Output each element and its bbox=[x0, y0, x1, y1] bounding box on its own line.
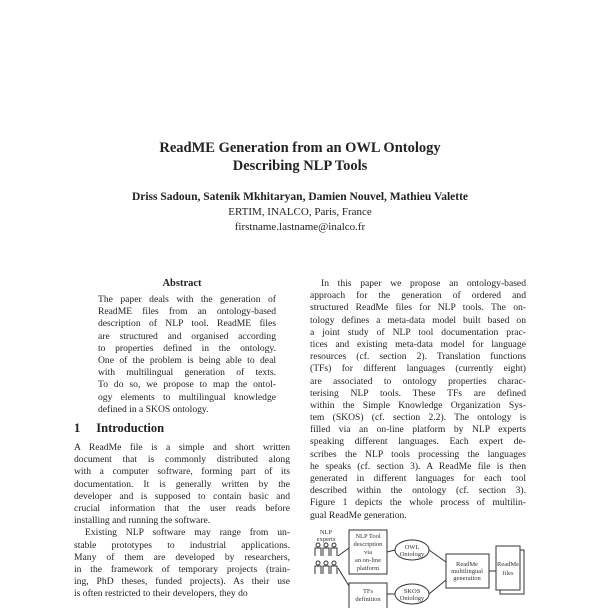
text-line: installing and running the software. bbox=[74, 515, 211, 527]
right-column-body bbox=[310, 278, 526, 522]
text-line: developer and is supposed to contain basic and bbox=[74, 490, 290, 502]
text-line: tology defines a meta-data model built based on bbox=[310, 314, 526, 326]
text-line: The paper deals with the generation of bbox=[98, 294, 276, 305]
title-line-2: Describing NLP Tools bbox=[232, 158, 368, 174]
figure-label: SKOS bbox=[403, 588, 421, 595]
text-line: document that is commonly distributed along bbox=[74, 454, 290, 466]
text-line: stable prototypes to industrial applications. bbox=[74, 539, 290, 551]
figure-label: via bbox=[364, 549, 372, 556]
text-line: he speaks (cf. section 3). A ReadMe file is then bbox=[310, 460, 526, 472]
text-line: A ReadMe file is a simple and short written bbox=[74, 442, 290, 453]
section-heading-introduction bbox=[74, 421, 164, 436]
text-line: within the Simple Knowledge Organization Sys- bbox=[310, 399, 526, 411]
figure-label: Ontology bbox=[399, 595, 425, 602]
section-title: Introduction bbox=[96, 421, 165, 435]
figure-label: definition bbox=[355, 596, 381, 603]
text-line: ogy elements to multilingual knowledge bbox=[98, 391, 276, 403]
section-number: 1 bbox=[74, 421, 81, 435]
text-line: are structured and organised according bbox=[98, 330, 276, 342]
text-line: is often restricted to their developers, they do bbox=[74, 588, 248, 600]
figure-label: generation bbox=[453, 575, 481, 582]
figure-label: an on-line bbox=[354, 557, 382, 564]
text-line: a joint study of NLP tool documentation prac- bbox=[310, 326, 526, 338]
authors: Driss Sadoun, Satenik Mkhitaryan, Damien Nouvel, Mathieu Valette bbox=[131, 191, 469, 203]
process-diagram bbox=[310, 528, 540, 608]
text-line: with multilingual generation of texts. bbox=[98, 367, 276, 379]
abstract-heading: Abstract bbox=[162, 278, 202, 289]
text-line: to properties defined in the ontology. bbox=[98, 342, 276, 354]
figure-label: files bbox=[502, 570, 514, 577]
text-line: documentation. It is generally written by the bbox=[74, 478, 290, 490]
text-line: Existing NLP software may range from un- bbox=[85, 527, 290, 539]
paper-title bbox=[0, 139, 600, 175]
text-line: generated in different languages for each tool bbox=[310, 473, 526, 484]
text-line: crucial information that the user reads before bbox=[74, 502, 290, 514]
text-line: gual ReadMe generation. bbox=[310, 509, 407, 521]
text-line: tem (SKOS) (cf. section 2.2). The ontology is bbox=[310, 412, 526, 424]
text-line: described within the ontology (cf. section 3). bbox=[310, 485, 526, 497]
text-line: approach for the generation of ordered and bbox=[310, 290, 526, 302]
files-box-front bbox=[496, 546, 520, 590]
text-line: tices and existing meta-data model for language bbox=[310, 338, 526, 350]
text-line: Figure 1 depicts the whole process of multilin- bbox=[310, 497, 526, 509]
figure-1 bbox=[310, 528, 540, 608]
figure-label: ReadMe bbox=[455, 561, 479, 568]
figure-label: NLP bbox=[319, 529, 333, 536]
text-line: To do so, we propose to map the ontol- bbox=[98, 379, 276, 391]
text-line: One of the problem is being able to deal bbox=[98, 354, 276, 366]
text-line: in the framework of temporary projects (train- bbox=[74, 563, 290, 575]
email: firstname.lastname@inalco.fr bbox=[234, 221, 366, 233]
affiliation: ERTIM, INALCO, Paris, France bbox=[228, 206, 372, 218]
figure-label: description bbox=[353, 541, 383, 548]
text-line: ing, PhD theses, funded projects). As their use bbox=[74, 576, 290, 588]
text-line: ReadME files from an ontology-based bbox=[98, 306, 276, 318]
text-line: Many of them are developed by researchers, bbox=[74, 551, 290, 563]
text-line: scribes the NLP tools processing the languages bbox=[310, 448, 526, 460]
text-line: structured ReadMe files for NLP tools. The on- bbox=[310, 302, 526, 314]
introduction-body bbox=[74, 442, 290, 600]
text-line: description of NLP tool. ReadME files bbox=[98, 318, 276, 330]
figure-label: NLP Tool bbox=[355, 533, 381, 540]
figure-label: TFs bbox=[362, 588, 374, 595]
abstract-body bbox=[98, 294, 276, 416]
text-line: speaking different languages. Each expert de- bbox=[310, 436, 526, 448]
text-line: In this paper we propose an ontology-based bbox=[321, 278, 526, 289]
text-line: are associated to ontology properties charac- bbox=[310, 375, 526, 387]
figure-label: platform bbox=[356, 565, 380, 572]
person-icons bbox=[315, 543, 337, 574]
figure-label: ReadMe bbox=[496, 561, 520, 568]
figure-label: multilingual bbox=[451, 568, 483, 575]
figure-label: Ontology bbox=[399, 551, 425, 558]
text-line: filled via an on-line platform by NLP experts bbox=[310, 424, 526, 436]
figure-label: experts bbox=[316, 536, 336, 543]
text-line: (TFs) for different languages (currently eight) bbox=[310, 363, 526, 375]
text-line: with a computer software, forming part of its bbox=[74, 466, 290, 478]
title-line-1: ReadME Generation from an OWL Ontology bbox=[159, 140, 441, 156]
text-line: resources (cf. section 2). Translation functions bbox=[310, 351, 526, 363]
text-line: defined in a SKOS ontology. bbox=[98, 403, 209, 415]
figure-label: OWL bbox=[404, 544, 420, 551]
text-line: terising NLP tools. These TFs are defined bbox=[310, 387, 526, 399]
